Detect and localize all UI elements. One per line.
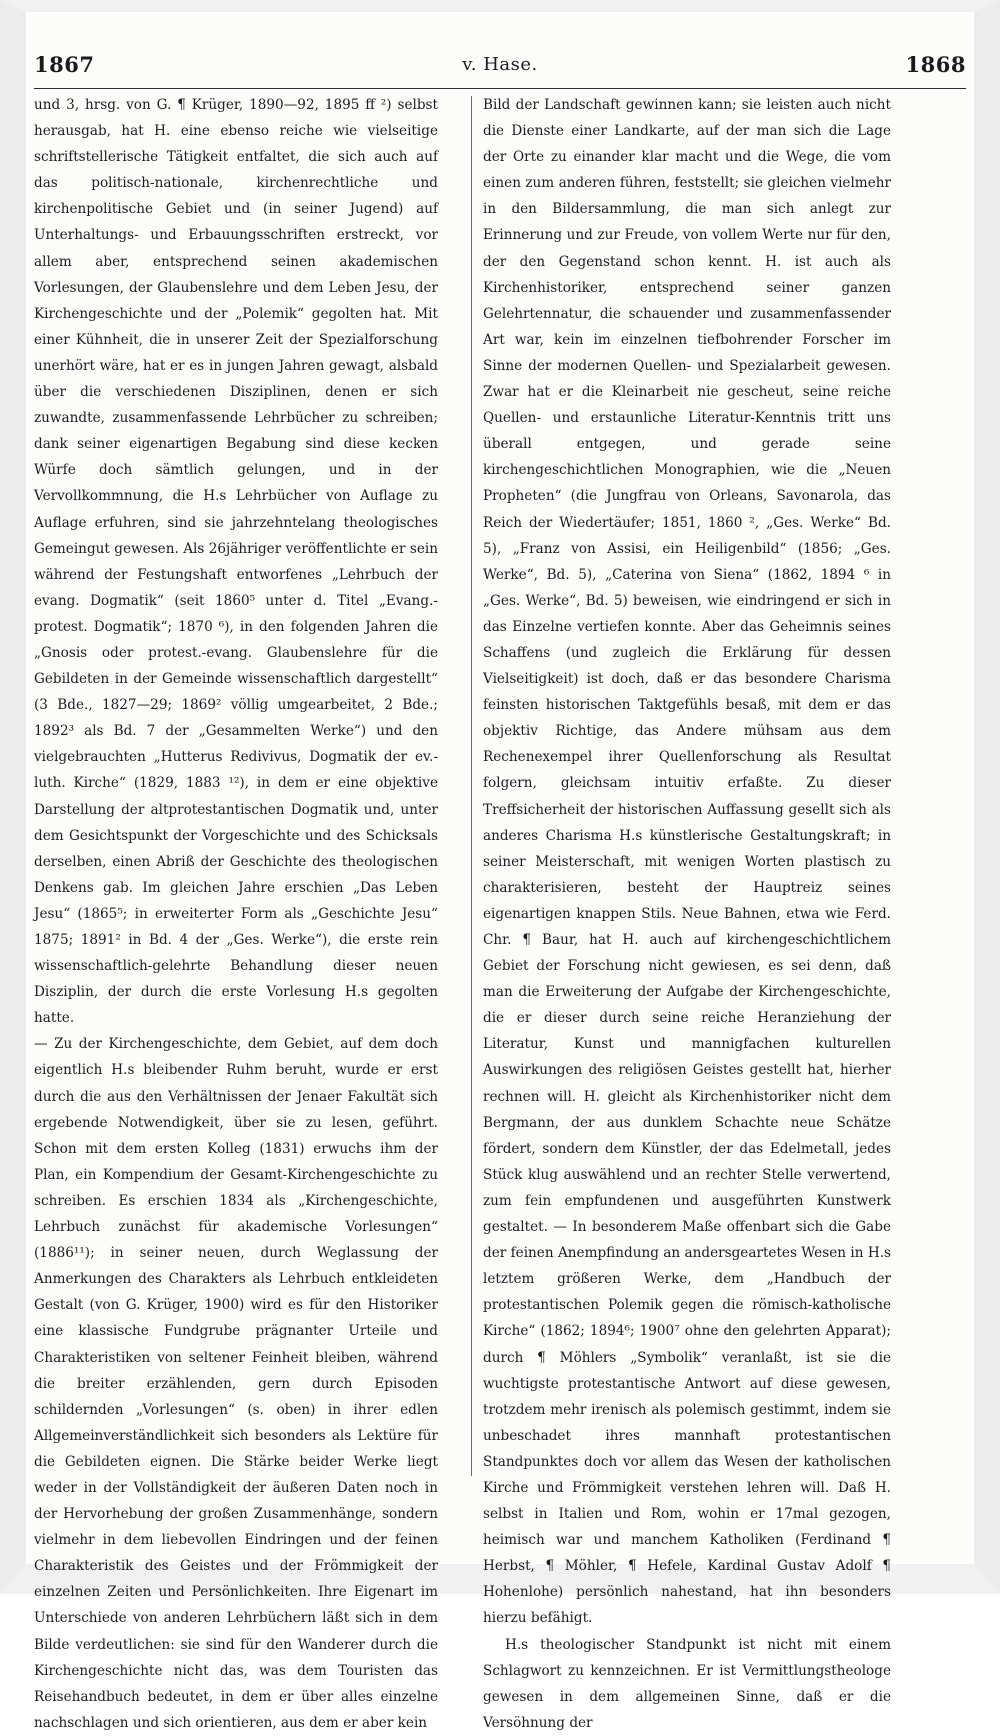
- right-column: [483, 92, 891, 1736]
- left-column: [34, 92, 438, 1736]
- page-header: [34, 52, 966, 82]
- left-column-number: 1867: [34, 52, 95, 77]
- right-paragraph-1: Bild der Landschaft gewinnen kann; sie leisten auch nicht die Dienste einer Landkarte, auf der man sich die Lage der Orte zu einander klar macht und die Wege, die vom einen zum anderen führen, feststellt; sie gleichen vielmehr in den Bildersammlung, die man sich anlegt zur Erinnerung und zur Freude, von vollem Werte nur für den, der den Gegenstand schon kennt. H. ist auch als Kirchenhistoriker, entsprechend seiner ganzen Gelehrtennatur, die schauender und zusammenfassender Art war, kein im einzelnen tiefbohrender Forscher im Sinne der modernen Quellen- und Spezialarbeit gewesen. Zwar hat er die Kleinarbeit nie gescheut, seine reiche Quellen- und erstaunliche Literatur-Kenntnis tritt uns überall entgegen, und gerade seine kirchengeschichtlichen Monographien, wie die „Neuen Propheten“ (die Jungfrau von Orleans, Savonarola, das Reich der Wiedertäufer; 1851, 1860 ², „Ges. Werke“ Bd. 5), „Franz von Assisi, ein Heiligenbild“ (1856; „Ges. Werke“, Bd. 5), „Caterina von Siena“ (1862, 1894 ⁶ in „Ges. Werke“, Bd. 5) beweisen, wie eindringend er sich in das Einzelne vertiefen konnte. Aber das Geheimnis seines Schaffens (und zugleich die Erklärung für dessen Vielseitigkeit) ist doch, daß er das besondere Charisma feinsten historischen Taktgefühls besaß, mit dem er das objektiv Richtige, das Andere mühsam aus dem Rechenexempel ihrer Quellenforschung als Resultat folgern, gleichsam intuitiv erfaßte. Zu dieser Treffsicherheit der historischen Auffassung gesellt sich als anderes Charisma H.s künstlerische Gestaltungskraft; in seiner Meisterschaft, mit wenigen Worten plastisch zu charakterisieren, besteht der Hauptreiz seines eigenartigen knappen Stils. Neue Bahnen, etwa wie Ferd. Chr. ¶ Baur, hat H. auch auf kirchengeschichtlichem Gebiet der Forschung nicht gewiesen, es sei denn, daß man die Erweiterung der Aufgabe der Kirchengeschichte, die er dieser durch seine reiche Heranziehung der Literatur, Kunst und mannigfachen kulturellen Auswirkungen des religiösen Geistes gestellt hat, hierher rechnen will. H. gleicht als Kirchenhistoriker nicht dem Bergmann, der aus dunklem Schachte neue Schätze fördert, sondern dem Künstler, der das Edelmetall, jedes Stück klug auswählend und an rechter Stelle verwertend, zum fein empfundenen und ausgeführten Kunstwerk gestaltet. — In besonderem Maße offenbart sich die Gabe der feinen Anempfindung an andersgeartetes Wesen in H.s letztem größeren Werke, dem „Handbuch der protestantischen Polemik gegen die römisch-katholische Kirche“ (1862; 1894⁶; 1900⁷ ohne den gelehrten Apparat); durch ¶ Möhlers „Symbolik“ veranlaßt, ist sie die wuchtigste protestantische Antwort auf diese gewesen, trotzdem mehr irenisch als polemisch gestimmt, indem sie unbeschadet ihres mannhaft protestantischen Standpunktes doch vor allem das Wesen der katholischen Kirche und Frömmigkeit verstehen lehren will. Daß H. selbst in Italien und Rom, wohin er 17mal gezogen, heimisch war und manchem Katholiken (Ferdinand ¶ Herbst, ¶ Möhler, ¶ Hefele, Kardinal Gustav Adolf ¶ Hohenlohe) persönlich nahestand, hat ihn besonders hierzu befähigt.: [483, 97, 891, 1627]
- header-rule: [34, 88, 966, 89]
- left-paragraph-2: — Zu der Kirchengeschichte, dem Gebiet, auf dem doch eigentlich H.s bleibender Ruhm beruht, wurde er erst durch die aus den Verhältnissen der Jenaer Fakultät sich ergebende Notwendigkeit, über sie zu lesen, geführt. Schon mit dem ersten Kolleg (1831) erwuchs ihm der Plan, ein Kompendium der Gesamt-Kirchengeschichte zu schreiben. Es erschien 1834 als „Kirchengeschichte, Lehrbuch zunächst für akademische Vorlesungen“ (1886¹¹); in seiner neuen, durch Weglassung der Anmerkungen des Charakters als Lehrbuch entkleideten Gestalt (von G. Krüger, 1900) wird es für den Historiker eine klassische Fundgrube prägnanter Urteile und Charakteristiken von seltener Feinheit bleiben, während die breiter erzählenden, gern durch Episoden schildernden „Vorlesungen“ (s. oben) in ihrer edlen Allgemeinverständlichkeit sich besonders als Lektüre für die Gebildeten eignen. Die Stärke beider Werke liegt weder in der Vollständigkeit der äußeren Daten noch in der Hervorhebung der großen Zusammenhänge, sondern vielmehr in dem liebevollen Eindringen und der feinen Charakteristik des Geistes und der Frömmigkeit der einzelnen Zeiten und Persönlichkeiten. Ihre Eigenart im Unterschiede von anderen Lehrbüchern läßt sich in dem Bilde verdeutlichen: sie sind für den Wanderer durch die Kirchengeschichte nicht das, was dem Touristen das Reisehandbuch bedeutet, in dem er über alles einzelne nachschlagen und sich orientieren, aus dem er aber kein: [34, 1036, 438, 1731]
- left-paragraph-1: und 3, hrsg. von G. ¶ Krüger, 1890—92, 1895 ff ²) selbst herausgab, hat H. eine ebenso reiche wie vielseitige schriftstellerische Tätigkeit entfaltet, die sich auch auf das politisch-nationale, kirchenrechtliche und kirchenpolitische Gebiet und (in seiner Jugend) auf Unterhaltungs- und Erbauungsschriften erstreckt, vor allem aber, entsprechend seinen akademischen Vorlesungen, der Glaubenslehre und dem Leben Jesu, der Kirchengeschichte und der „Polemik“ gegolten hat. Mit einer Kühnheit, die in unserer Zeit der Spezialforschung unerhört wäre, hat er es in jungen Jahren gewagt, alsbald über die verschiedenen Disziplinen, denen er sich zuwandte, zusammenfassende Lehrbücher zu schreiben; dank seiner eigenartigen Begabung sind diese kecken Würfe doch sämtlich gelungen, und in der Vervollkommnung, die H.s Lehrbücher von Auflage zu Auflage erfuhren, sind sie jahrzehntelang theologisches Gemeingut gewesen. Als 26jähriger veröffentlichte er sein während der Festungshaft entworfenes „Lehrbuch der evang. Dogmatik“ (seit 1860⁵ unter d. Titel „Evang.-protest. Dogmatik“; 1870 ⁶), in den folgenden Jahren die „Gnosis oder protest.-evang. Glaubenslehre für die Gebildeten in der Gemeinde wissenschaftlich dargestellt“ (3 Bde., 1827—29; 1869² völlig umgearbeitet, 2 Bde.; 1892³ als Bd. 7 der „Gesammelten Werke“) und den vielgebrauchten „Hutterus Redivivus, Dogmatik der ev.-luth. Kirche“ (1829, 1883 ¹²), in dem er eine objektive Darstellung der altprotestantischen Dogmatik und, unter dem Gesichtspunkt der Vorgeschichte und des Schicksals derselben, einen Abriß der Geschichte des theologischen Denkens gab. Im gleichen Jahre erschien „Das Leben Jesu“ (1865⁵; in erweiterter Form als „Geschichte Jesu“ 1875; 1891² in Bd. 4 der „Ges. Werke“), die erste rein wissenschaftlich-gelehrte Behandlung dieser neuen Disziplin, der durch die erste Vorlesung H.s gegolten hatte.: [34, 97, 438, 1027]
- running-head: v. Hase.: [462, 54, 538, 75]
- right-column-number: 1868: [905, 52, 966, 77]
- right-paragraph-2: H.s theologischer Standpunkt ist nicht mit einem Schlagwort zu kennzeichnen. Er ist Vermittlungstheologe gewesen in dem allgemeinen Sinne, daß er die Versöhnung der: [483, 1636, 891, 1731]
- column-divider: [471, 96, 472, 1476]
